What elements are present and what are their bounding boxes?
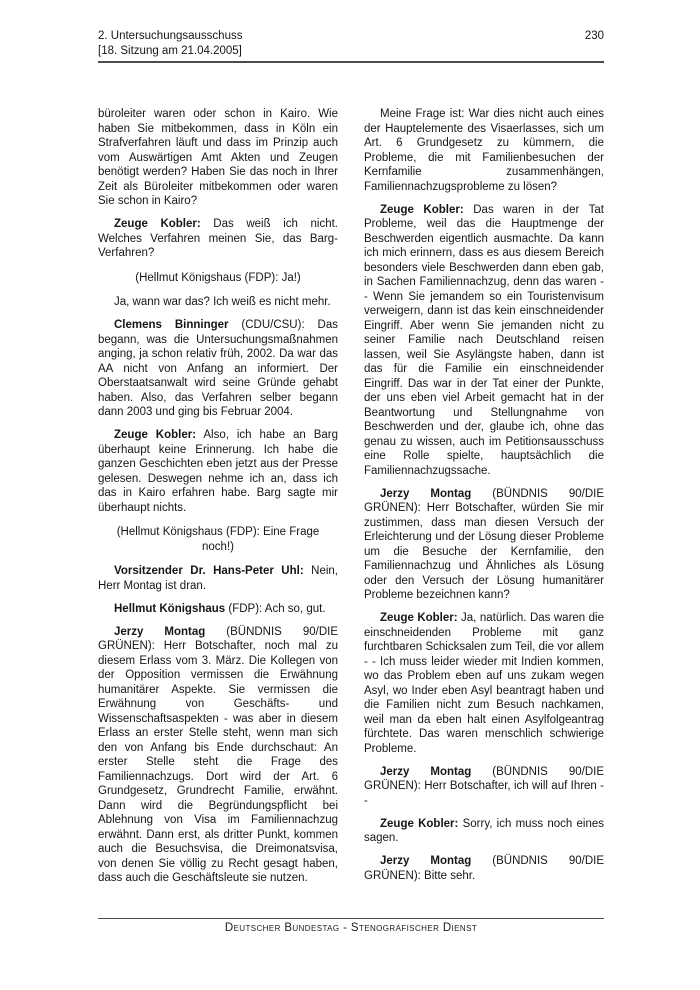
paragraph: Ja, wann war das? Ich weiß es nicht mehr. [114, 296, 331, 308]
page-header [98, 29, 604, 63]
speaker-name: Zeuge Kobler: [114, 429, 197, 441]
left-column [98, 107, 338, 886]
speech-text: Nein, Herr Montag ist dran. [98, 565, 338, 592]
speech-text: (FDP): Ach so, gut. [225, 602, 326, 615]
paragraph [364, 487, 604, 603]
speech-text: (BÜNDNIS 90/DIE GRÜNEN): Herr Botschafter, ich will auf Ihren - - [364, 765, 604, 807]
transcript-body [98, 107, 604, 886]
speech-text: (CDU/CSU): Das begann, was die Untersuchungsmaßnahmen anging, ja schon relativ früh, 2002. Da war das AA nicht von Anfang an informiert. Der Oberstaatsanwalt wird seine Gründe gehabt haben. Also, das Verfahren selber begann dann 2003 und ging bis Februar 2004. [98, 319, 338, 418]
speaker-name: Zeuge Kobler: [114, 218, 201, 230]
paragraph [98, 564, 338, 593]
speaker-name: Zeuge Kobler: [380, 203, 464, 216]
speaker-name: Jerzy Montag [114, 625, 206, 638]
paragraph [98, 318, 338, 420]
speech-text: Das waren in der Tat Probleme, weil das die Hauptmenge der Beschwerden eigentlich ausmachte. Da kann ich mich erinnern, dass es aus diesem Bereich besonders viele Beschwerden dann eben gab, in Sachen Familiennachzug, denn das waren - - Wenn Sie jemandem so ein Touristenvisum verweigern, dann ist das kein einschneidender Eingriff. Aber wenn Sie jemanden nicht zu seiner Familie nach Deutschland reisen lassen, weil Sie Asylängste haben, dann ist das für die Familie ein einschneidender Eingriff. Das war in der Tat einer der Punkte, der uns eben viel Arbeit gemacht hat in der Beantwortung und Stellungnahme von Beschwerden und der, glaube ich, ohne das genau zu wissen, auch im Petitionsausschuss eine Rolle spielte, hauptsächlich die Familiennachzugssache. [364, 203, 605, 477]
paragraph: Meine Frage ist: War dies nicht auch eines der Hauptelemente des Visaerlasses, sich um Art. 6 Grundgesetz zu kümmern, die Probleme, die mit Familienbesuchen der Kernfamilie zusammenhängen, Familiennachzugsprobleme zu lösen? [364, 108, 604, 193]
page-number: 230 [584, 30, 604, 42]
paragraph [364, 854, 604, 883]
speech-text: (BÜNDNIS 90/DIE GRÜNEN): Herr Botschafter, würden Sie mir zustimmen, dass man diesen Versuch der Erleichterung und der Lösung dieser Probleme um die Besuche der Kernfamilie, den Familiennachzug und Ähnliches als Lösung oder den Versuch der Lösung humanitärer Probleme bezeichnen kann? [364, 487, 604, 601]
speech-text: Also, ich habe an Barg überhaupt keine Erinnerung. Ich habe die ganzen Geschichten eben jetzt aus der Presse gelesen. Deswegen nehme ich an, dass ich das in Kairo erfahren habe. Barg sagte mir überhaupt nichts. [98, 429, 338, 514]
paragraph [364, 203, 604, 479]
speaker-name: Zeuge Kobler: [380, 817, 459, 830]
paragraph [364, 611, 604, 756]
speech-text: (BÜNDNIS 90/DIE GRÜNEN): Herr Botschafter, noch mal zu diesem Erlass vom 3. März. Die Kollegen von der Opposition vermissen die Erwähnung humanitärer Aspekte. Sie vermissen die Erwähnung von Geschäfts- und Wissenschaftsaspekten - was aber in diesem Erlass an erster Stelle steht, wenn man sich den von Anfang bis Ende durchschaut: An erster Stelle steht die Frage des Familiennachzugs. Dort wird der Art. 6 Grundgesetz, Grundrecht Familie, erwähnt. Dann wird die Begründungspflicht bei Ablehnung von Visa im Familiennachzug erwähnt. Dann erst, als dritter Punkt, kommen auch die Besuchsvisa, die Dreimonatsvisa, von denen Sie völlig zu Recht gesagt haben, dass auch die Geschäftsleute sie nutzen. [98, 625, 338, 884]
right-column [364, 107, 604, 886]
speaker-name: Jerzy Montag [380, 487, 472, 500]
speaker-name: Jerzy Montag [380, 765, 472, 778]
interjection: (Hellmut Königshaus (FDP): Ja!) [135, 271, 301, 284]
paragraph [98, 602, 338, 617]
paragraph [364, 817, 604, 846]
interjection: (Hellmut Königshaus (FDP): Eine Frage noch!) [116, 526, 320, 553]
paragraph [98, 428, 338, 515]
speaker-name: Vorsitzender Dr. Hans-Peter Uhl: [114, 565, 304, 577]
speaker-name: Jerzy Montag [380, 855, 472, 867]
paragraph [98, 217, 338, 261]
speaker-name: Clemens Binninger [114, 319, 229, 331]
speech-text: Sorry, ich muss noch eines sagen. [364, 817, 604, 844]
header-session: [18. Sitzung am 21.04.2005] [98, 44, 242, 57]
speech-text: Das weiß ich nicht. Welches Verfahren meinen Sie, das Barg-Verfahren? [98, 218, 339, 259]
page-footer: Deutscher Bundestag - Stenografischer Dienst [98, 918, 604, 934]
paragraph [364, 765, 604, 809]
speaker-name: Zeuge Kobler: [380, 612, 458, 624]
speech-text: (BÜNDNIS 90/DIE GRÜNEN): Bitte sehr. [364, 855, 604, 882]
header-committee: 2. Untersuchungsausschuss [98, 30, 243, 42]
speech-text: Ja, natürlich. Das waren die einschneidenden Probleme mit ganz furchtbaren Schicksalen zum Teil, die vor allem - - Ich muss leider wieder mit Indien kommen, wo das Problem eben auf uns zukam wegen Asyl, wo Inder eben Asyl beantragt haben und die Familien nicht zum Besuch nachkamen, weil man da eben halt einen Asylfolgeantrag fürchtete. Das waren menschlich schwierige Probleme. [364, 612, 604, 755]
speaker-name: Hellmut Königshaus [114, 602, 226, 615]
paragraph [98, 625, 338, 886]
paragraph: büroleiter waren oder schon in Kairo. Wie haben Sie mitbekommen, dass in Köln ein Strafverfahren läuft und dass im Prinzip auch vom Auswärtigen Amt Akten und Zeugen benötigt werden? Haben Sie das noch in Ihrer Zeit als Büroleiter mitbekommen oder waren Sie schon in Kairo? [98, 108, 338, 207]
